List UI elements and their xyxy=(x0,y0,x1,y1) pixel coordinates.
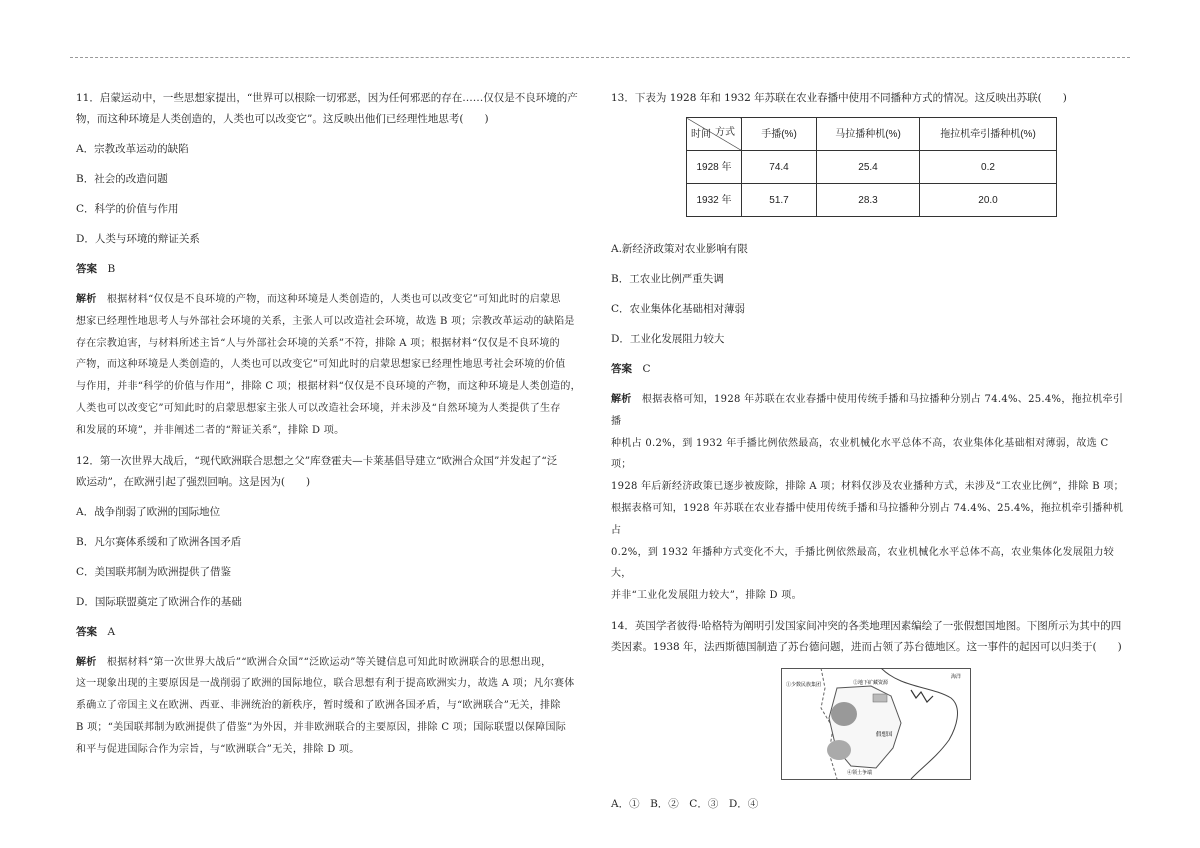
q12-option-c: C．美国联邦制为欧洲提供了借鉴 xyxy=(76,565,232,578)
table-corner-cell: 方式 时间 xyxy=(687,118,742,151)
q11-answer: 答案 B xyxy=(76,263,116,275)
q14-stem: 类因素。1938 年，法西斯德国制造了苏台德问题，进而占领了苏台德地区。这一事件的起因可以归类于( ) xyxy=(611,640,1122,653)
map-label: 海洋 xyxy=(951,673,962,680)
left-column xyxy=(76,88,608,761)
q13-option-b: B．工农业比例严重失调 xyxy=(611,273,724,285)
map-label: 假想国 xyxy=(876,731,893,738)
q12-option-b: B．凡尔赛体系缓和了欧洲各国矛盾 xyxy=(76,535,242,548)
q11-option-b: B．社会的改造问题 xyxy=(76,173,168,185)
q13-option-d: D．工业化发展阻力较大 xyxy=(611,333,725,345)
q13-analysis: 解析 根据表格可知，1928 年苏联在农业春播中使用传统手播和马拉播种分别占 74.4%、25.4%，拖拉机牵引播 种机占 0.2%，到 1932 年手播比例依然最高，农业机械化水平总体不高，农业集体化基础相对薄弱，故选 C 项； 1928 年后新经济政策已逐步被废除，排除 A 项；材料仅涉及农业播种方式，未涉及“工农业比例”，排除 B 项； 根据表格可知，1928 年苏联在农业春播中使用传统手播和马拉播种分别占 74.4%、25.4%，拖拉机牵引播种机占 0.2%，到 1932 年播种方式变化不大，手播比例依然最高，农业机械化水平总体不高，农业集体化发展阻力较大， 并非“工业化发展阻力较大”，排除 D 项。 xyxy=(611,394,1124,602)
table-header: 拖拉机牵引播种机(%) xyxy=(920,118,1057,151)
map-label: ①少数民族集团 xyxy=(786,681,822,688)
table-header: 马拉播种机(%) xyxy=(817,118,920,151)
q12-stem: 12．第一次世界大战后，“现代欧洲联合思想之父”库登霍夫—卡莱基倡导建立“欧洲合众国”并发起了“泛 xyxy=(76,454,558,467)
q12-option-a: A．战争削弱了欧洲的国际地位 xyxy=(76,505,221,518)
hypothetical-country-map xyxy=(781,668,971,780)
region-4-disputed-territory xyxy=(827,740,851,760)
q11-stem: 11．启蒙运动中，一些思想家提出，“世界可以根除一切邪恶，因为任何邪恶的存在……仅仅是不良环境的产 xyxy=(76,92,578,104)
right-column xyxy=(611,88,1131,815)
map-label: ④领土争端 xyxy=(847,769,873,776)
q11-stem: 物，而这种环境是人类创造的，人类也可以改变它”。这反映出他们已经理性地思考( ) xyxy=(76,113,489,125)
q11-option-c: C．科学的价值与作用 xyxy=(76,203,179,215)
q13-stem: 13．下表为 1928 年和 1932 年苏联在农业春播中使用不同播种方式的情况。这反映出苏联( ) xyxy=(611,92,1067,104)
q11-analysis: 解析 根据材料“仅仅是不良环境的产物，而这种环境是人类创造的，人类也可以改变它”可知此时的启蒙思 想家已经理性地思考人与外部社会环境的关系，主张人可以改造社会环境，故选 B 项；宗教改革运动的缺陷是 存在宗教迫害，与材料所述主旨“人与外部社会环境的关系”不符，排除 A 项；根据材料“仅仅是不良环境的 产物，而这种环境是人类创造的，人类也可以改变它”可知此时的启蒙思想家已经理性地思考社会环境的价值 与作用，并非“科学的价值与作用”，排除 C 项；根据材料“仅仅是不良环境的产物，而这种环境是人类创造的， 人类也可以改变它”可知此时的启蒙思想家主张人可以改造社会环境，并未涉及“自然环境为人类提供了生存 和发展的环境”，并非阐述二者的“辩证关系”，排除 D 项。 xyxy=(76,294,581,436)
q12-analysis: 解析 根据材料“第一次世界大战后”“欧洲合众国”“泛欧运动”等关键信息可知此时欧洲联合的思想出现， 这一现象出现的主要原因是一战削弱了欧洲的国际地位，联合思想有利于提高欧洲实力，故选 A 项；凡尔赛体 系确立了帝国主义在欧洲、西亚、非洲统治的新秩序，暂时缓和了欧洲各国矛盾，与“欧洲联合”无关，排除 B 项；“美国联邦制为欧洲提供了借鉴”为外因，并非欧洲联合的主要原因，排除 C 项；国际联盟以保障国际 和平与促进国际合作为宗旨，与“欧洲联合”无关，排除 D 项。 xyxy=(76,656,575,755)
q12-answer: 答案 A xyxy=(76,625,116,638)
header-rule xyxy=(70,57,1130,58)
analysis-label: 解析 xyxy=(76,294,97,305)
q13-option-c: C．农业集体化基础相对薄弱 xyxy=(611,303,746,315)
q12-stem: 欧运动”，在欧洲引起了强烈回响。这是因为( ) xyxy=(76,475,311,488)
table-header: 手播(%) xyxy=(742,118,817,151)
table-row: 1932 年 51.7 28.3 20.0 xyxy=(687,184,1057,217)
q12-option-d: D．国际联盟奠定了欧洲合作的基础 xyxy=(76,595,242,608)
map-label: ②地下矿藏资源 xyxy=(853,679,889,686)
table-row: 1928 年 74.4 25.4 0.2 xyxy=(687,151,1057,184)
q14-stem: 14．英国学者彼得·哈格特为阐明引发国家间冲突的各类地理因素编绘了一张假想国地图。下图所示为其中的四 xyxy=(611,619,1122,632)
q13-answer: 答案 C xyxy=(611,363,651,375)
q14-options: A．① B．② C．③ D．④ xyxy=(611,797,759,810)
q11-option-a: A．宗教改革运动的缺陷 xyxy=(76,143,189,155)
q13-option-a: A.新经济政策对农业影响有限 xyxy=(611,243,748,255)
region-1-minority-area xyxy=(831,702,857,726)
analysis-label: 解析 xyxy=(611,394,632,405)
q11-option-d: D．人类与环境的辩证关系 xyxy=(76,233,200,245)
q13-table xyxy=(686,117,1057,217)
analysis-label: 解析 xyxy=(76,656,97,668)
